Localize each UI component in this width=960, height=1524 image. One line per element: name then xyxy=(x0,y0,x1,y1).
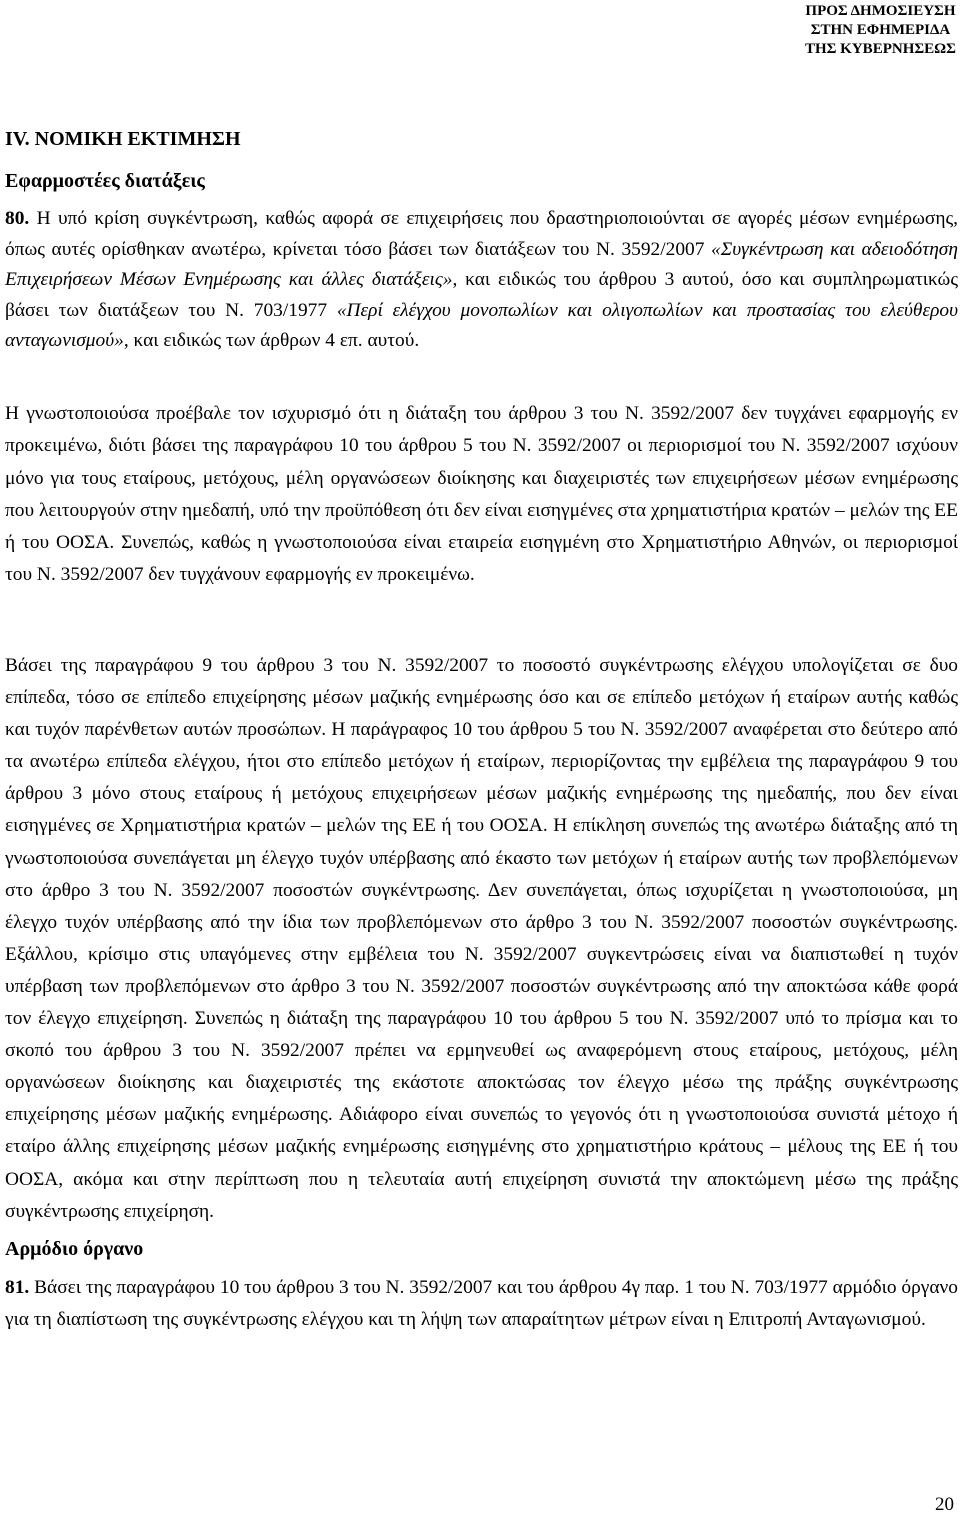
paragraph-text: , και ειδικώς των άρθρων 4 επ. αυτού. xyxy=(123,330,420,352)
paragraph-text: Βάσει της παραγράφου 10 του άρθρου 3 του Ν. 3592/2007 και του άρθρου 4γ παρ. 1 του Ν. 703/1977 αρμόδιο όργανο για τη διαπίστωση της συγκέντρωσης ελέγχου και τη λήψη των απαραίτητων μέτρων είναι η Επιτροπή Ανταγωνισμού. xyxy=(5,1277,958,1331)
section-title: IV. ΝΟΜΙΚΗ ΕΚΤΙΜΗΣΗ xyxy=(5,128,241,150)
law-title-italic: «Συγκέντρωση και αδειοδότηση Επιχειρήσεων Μέσων Ενημέρωσης και άλλες διατάξεις» xyxy=(5,238,958,291)
subsection-title-applicable-provisions: Εφαρμοστέες διατάξεις xyxy=(5,170,205,192)
law-title-italic: «Περί ελέγχου μονοπωλίων και ολιγοπωλίων και προστασίας του ελεύθερου ανταγωνισμού» xyxy=(5,299,958,352)
paragraph-number: 80. xyxy=(5,208,30,229)
header-line-1: ΠΡΟΣ ΔΗΜΟΣΙΕΥΣΗ xyxy=(805,3,956,19)
subsection-title-competent-body: Αρμόδιο όργανο xyxy=(5,1238,144,1260)
page-number: 20 xyxy=(935,1494,954,1515)
paragraph-text: , και ειδικώς του άρθρου 3 αυτού, όσο και συμπληρωματικώς βάσει των διατάξεων του Ν. 703/1977 xyxy=(5,269,958,321)
paragraph-81 xyxy=(5,1272,958,1337)
header-line-3: ΤΗΣ ΚΥΒΕΡΝΗΣΕΩΣ xyxy=(804,41,956,57)
paragraph-notifying-claim: Η γνωστοποιούσα προέβαλε τον ισχυρισμό ότι η διάταξη του άρθρου 3 του Ν. 3592/2007 δεν τυγχάνει εφαρμογής εν προκειμένω, διότι βάσει της παραγράφου 10 του άρθρου 5 του Ν. 3592/2007 οι περιορισμοί του Ν. 3592/2007 ισχύουν μόνο για τους εταίρους, μετόχους, μέλη οργανώσεων διοίκησης και διαχειριστές των επιχειρήσεων μέσων ενημέρωσης που λειτουργούν στην ημεδαπή, υπό την προϋπόθεση ότι δεν είναι εισηγμένες στα χρηματιστήρια κρατών – μελών της ΕΕ ή του ΟΟΣΑ. Συνεπώς, καθώς η γνωστοποιούσα είναι εταιρεία εισηγμένη στο Χρηματιστήριο Αθηνών, οι περιορισμοί του Ν. 3592/2007 δεν τυγχάνουν εφαρμογής εν προκειμένω. xyxy=(5,403,958,586)
paragraph-analysis: Βάσει της παραγράφου 9 του άρθρου 3 του Ν. 3592/2007 το ποσοστό συγκέντρωσης ελέγχου υπολογίζεται σε δυο επίπεδα, τόσο σε επίπεδο επιχείρησης μέσων μαζικής ενημέρωσης όσο και σε επίπεδο μετόχων ή εταίρων αυτής καθώς και τυχόν παρένθετων αυτών προσώπων. Η παράγραφος 10 του άρθρου 5 του Ν. 3592/2007 αναφέρεται στο δεύτερο από τα ανωτέρω επίπεδα ελέγχου, ήτοι στο επίπεδο μετόχων ή εταίρων, περιορίζοντας την εμβέλεια της παραγράφου 9 του άρθρου 3 μόνο στους εταίρους ή μετόχους επιχειρήσεων μέσων μαζικής ενημέρωσης της ημεδαπής, που δεν είναι εισηγμένες σε Χρηματιστήρια κρατών – μελών της ΕΕ ή του ΟΟΣΑ. Η επίκληση συνεπώς της ανωτέρω διάταξης από τη γνωστοποιούσα συνεπάγεται μη έλεγχο τυχόν υπέρβασης από έκαστο των μετόχων ή εταίρων αυτής των προβλεπόμενων στο άρθρο 3 του Ν. 3592/2007 ποσοστών συγκέντρωσης. Δεν συνεπάγεται, όπως ισχυρίζεται η γνωστοποιούσα, μη έλεγχο τυχόν υπέρβασης από την ίδια των προβλεπόμενων στο άρθρο 3 του Ν. 3592/2007 ποσοστών συγκέντρωσης. Εξάλλου, κρίσιμο στις υπαγόμενες στην εμβέλεια του Ν. 3592/2007 συγκεντρώσεις είναι να διαπιστωθεί η τυχόν υπέρβαση των προβλεπόμενων στο άρθρο 3 του Ν. 3592/2007 ποσοστών συγκέντρωσης από την αποκτώσα κάθε φορά τον έλεγχο επιχείρηση. Συνεπώς η διάταξη της παραγράφου 10 του άρθρου 5 του Ν. 3592/2007 υπό το πρίσμα και το σκοπό του άρθρου 3 του Ν. 3592/2007 πρέπει να ερμηνευθεί ως αναφερόμενη στους εταίρους, μετόχους, μέλη οργανώσεων διοίκησης και διαχειριστές της εκάστοτε αποκτώσας τον έλεγχο μέσω της πράξης συγκέντρωσης επιχείρησης μέσων μαζικής ενημέρωσης. Αδιάφορο είναι συνεπώς το γεγονός ότι η γνωστοποιούσα συνιστά μέτοχο ή εταίρο άλλης επιχείρησης μέσων μαζικής ενημέρωσης εισηγμένης στο χρηματιστήριο κράτους – μέλους της ΕΕ ή του ΟΟΣΑ, ακόμα και στην περίπτωση που η τελευταία αυτή επιχείρηση συνιστά την αποκτώμενη μέσω της πράξης συγκέντρωσης επιχείρηση. xyxy=(5,655,958,1222)
paragraph-number: 81. xyxy=(5,1277,30,1298)
publication-header xyxy=(805,2,956,59)
header-line-2: ΣΤΗΝ ΕΦΗΜΕΡΙΔΑ xyxy=(810,22,951,38)
paragraph-text: Η υπό κρίση συγκέντρωση, καθώς αφορά σε επιχειρήσεις που δραστηριοποιούνται σε αγορές μέσων ενημέρωσης, όπως αυτές ορίσθηκαν ανωτέρω, κρίνεται τόσο βάσει των διατάξεων του Ν. 3592/2007 xyxy=(5,208,958,260)
paragraph-80 xyxy=(5,204,958,357)
